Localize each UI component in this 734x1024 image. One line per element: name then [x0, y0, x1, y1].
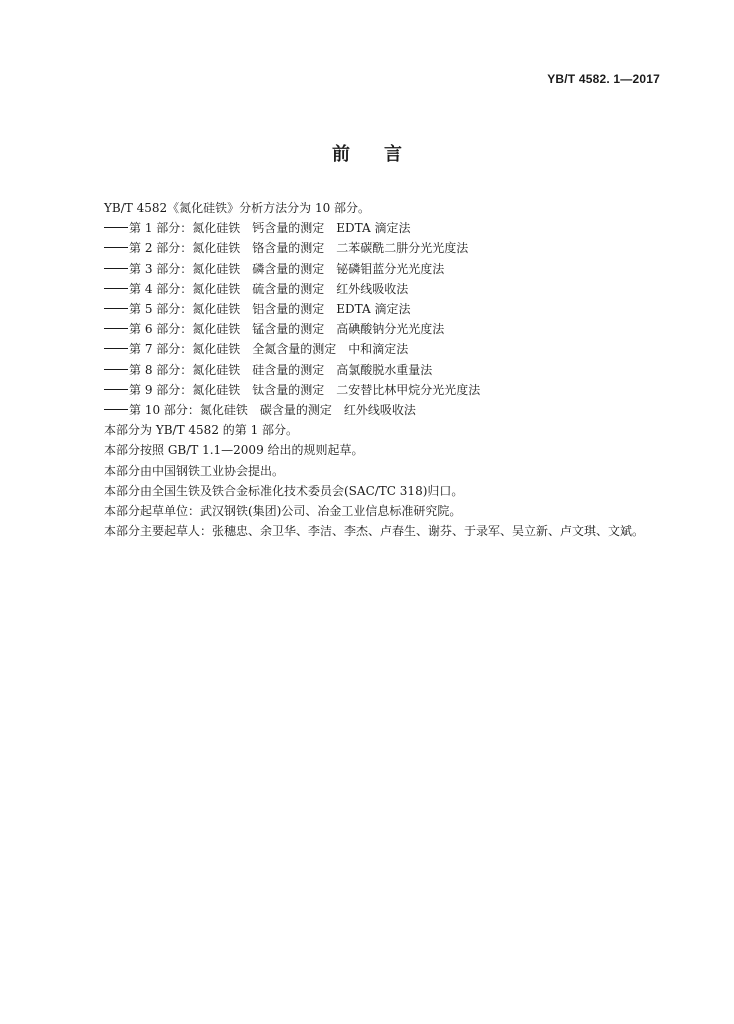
part-list-item [104, 339, 664, 359]
part-method: 二安替比林甲烷分光光度法 [336, 382, 481, 397]
part-method: 二苯碳酰二肼分光光度法 [336, 241, 469, 256]
em-dash-marker [104, 288, 128, 289]
parts-list [104, 218, 664, 420]
part-method: 铋磷钼蓝分光光度法 [336, 261, 445, 276]
part-element: 硅含量的测定 [252, 362, 325, 377]
intro-paragraph: YB/T 4582《氮化硅铁》分析方法分为 10 部分。 [104, 201, 371, 215]
part-element: 钛含量的测定 [252, 382, 325, 397]
statements-list [104, 420, 664, 541]
statement-line: 本部分按照 GB/T 1.1—2009 给出的规则起草。 [104, 443, 364, 458]
em-dash-marker [104, 227, 128, 228]
part-element: 碳含量的测定 [259, 403, 332, 418]
em-dash-marker [104, 268, 128, 269]
part-list-item [104, 299, 664, 319]
part-prefix: 第 4 部分：氮化硅铁 [129, 281, 241, 296]
part-element: 锰含量的测定 [252, 322, 325, 337]
part-list-item [104, 380, 664, 400]
part-element: 磷含量的测定 [252, 261, 325, 276]
part-prefix: 第 8 部分：氮化硅铁 [129, 362, 241, 377]
part-list-item [104, 319, 664, 339]
part-list-item [104, 279, 664, 299]
part-prefix: 第 6 部分：氮化硅铁 [129, 322, 241, 337]
part-method: 红外线吸收法 [336, 281, 409, 296]
part-prefix: 第 9 部分：氮化硅铁 [129, 382, 241, 397]
part-element: 全氮含量的测定 [252, 342, 337, 357]
part-prefix: 第 1 部分：氮化硅铁 [129, 221, 241, 236]
part-method: 红外线吸收法 [343, 403, 416, 418]
part-method: 中和滴定法 [348, 342, 409, 357]
statement-line: 本部分由全国生铁及铁合金标准化技术委员会(SAC/TC 318)归口。 [104, 483, 464, 498]
part-method: 高碘酸钠分光光度法 [336, 322, 445, 337]
part-prefix: 第 2 部分：氮化硅铁 [129, 241, 241, 256]
part-element: 铝含量的测定 [252, 302, 325, 317]
part-prefix: 第 5 部分：氮化硅铁 [129, 302, 241, 317]
part-prefix: 第 3 部分：氮化硅铁 [129, 261, 241, 276]
statement-line: 本部分主要起草人：张穗忠、余卫华、李洁、李杰、卢春生、谢芬、于录军、吴立新、卢文琪、文斌。 [104, 524, 645, 539]
document-code: YB/T 4582. 1—2017 [547, 72, 660, 86]
part-list-item [104, 259, 664, 279]
em-dash-marker [104, 328, 128, 329]
part-prefix: 第 10 部分：氮化硅铁 [129, 403, 248, 418]
part-list-item [104, 218, 664, 238]
part-method: 高氯酸脱水重量法 [336, 362, 433, 377]
statement-line: 本部分起草单位：武汉钢铁(集团)公司、冶金工业信息标准研究院。 [104, 504, 462, 519]
em-dash-marker [104, 389, 128, 390]
em-dash-marker [104, 348, 128, 349]
em-dash-marker [104, 308, 128, 309]
part-prefix: 第 7 部分：氮化硅铁 [129, 342, 241, 357]
part-method: EDTA 滴定法 [336, 221, 411, 236]
part-list-item [104, 238, 664, 258]
part-element: 硫含量的测定 [252, 281, 325, 296]
em-dash-marker [104, 369, 128, 370]
em-dash-marker [104, 247, 128, 248]
em-dash-marker [104, 409, 128, 410]
part-list-item [104, 400, 664, 420]
statement-line: 本部分为 YB/T 4582 的第 1 部分。 [104, 423, 299, 438]
page-title: 前言 [332, 144, 436, 165]
part-element: 钙含量的测定 [252, 221, 325, 236]
part-method: EDTA 滴定法 [336, 302, 411, 317]
part-element: 铬含量的测定 [252, 241, 325, 256]
statement-line: 本部分由中国钢铁工业协会提出。 [104, 463, 285, 478]
foreword-body [104, 198, 664, 541]
part-list-item [104, 360, 664, 380]
